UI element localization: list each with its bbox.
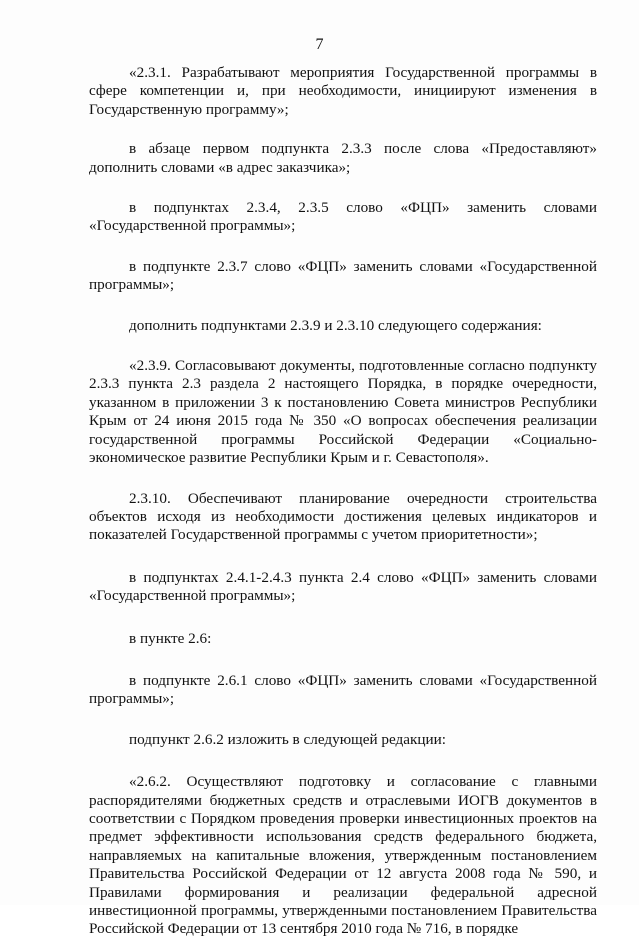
paragraph-2-4-amendment: в подпунктах 2.4.1-2.4.3 пункта 2.4 слово «ФЦП» заменить словами «Государственной программы»; (89, 568, 597, 605)
paragraph-2-6-2: «2.6.2. Осуществляют подготовку и согласование с главными распорядителями бюджетных средств и отраслевыми ИОГВ документов в соответствии с Порядком проведения проверки инвестиционных проектов на предмет эффективности использования средств федерального бюджета, направляемых на капитальные вложения, утвержденным постановлением Правительства Российской Федерации от 12 августа 2008 года № 590, и Правилами формирования и реализации федеральной адресной инвестиционной программы, утвержденными постановлением Правительства Российской Федерации от 13 сентября 2010 года № 716, в порядке (89, 773, 597, 938)
paragraph-add-subitems: дополнить подпунктами 2.3.9 и 2.3.10 следующего содержания: (129, 316, 542, 334)
page-number: 7 (315, 36, 324, 53)
paragraph-2-3-7-amendment: в подпункте 2.3.7 слово «ФЦП» заменить словами «Государственной программы»; (89, 257, 597, 294)
paragraph-2-3-3-amendment: в абзаце первом подпункта 2.3.3 после слова «Предоставляют» дополнить словами «в адрес заказчика»; (89, 140, 597, 176)
paragraph-2-6-heading: в пункте 2.6: (129, 629, 212, 647)
paragraph-2-3-10: 2.3.10. Обеспечивают планирование очередности строительства объектов исходя из необходимости достижения целевых индикаторов и показателей Государственной программы с учетом приоритетности»; (89, 489, 597, 544)
paragraph-2-3-1: «2.3.1. Разрабатывают мероприятия Государственной программы в сфере компетенции и, при необходимости, инициируют изменения в Государственную программу»; (89, 64, 597, 118)
paragraph-2-3-4-amendment: в подпунктах 2.3.4, 2.3.5 слово «ФЦП» заменить словами «Государственной программы»; (89, 199, 597, 235)
paragraph-2-3-9: «2.3.9. Согласовывают документы, подготовленные согласно подпункту 2.3.3 пункта 2.3 раздела 2 настоящего Порядка, в порядке очередности, указанном в приложении 3 к постановлению Совета министров Республики Крым от 24 июня 2015 года № 350 «О вопросах обеспечения реализации государственной программы Российской Федерации «Социально-экономическое развитие Республики Крым и г. Севастополя». (89, 357, 597, 467)
paragraph-2-6-2-intro: подпункт 2.6.2 изложить в следующей редакции: (129, 730, 446, 748)
paragraph-2-6-1-amendment: в подпункте 2.6.1 слово «ФЦП» заменить словами «Государственной программы»; (89, 671, 597, 708)
document-body (89, 64, 597, 939)
